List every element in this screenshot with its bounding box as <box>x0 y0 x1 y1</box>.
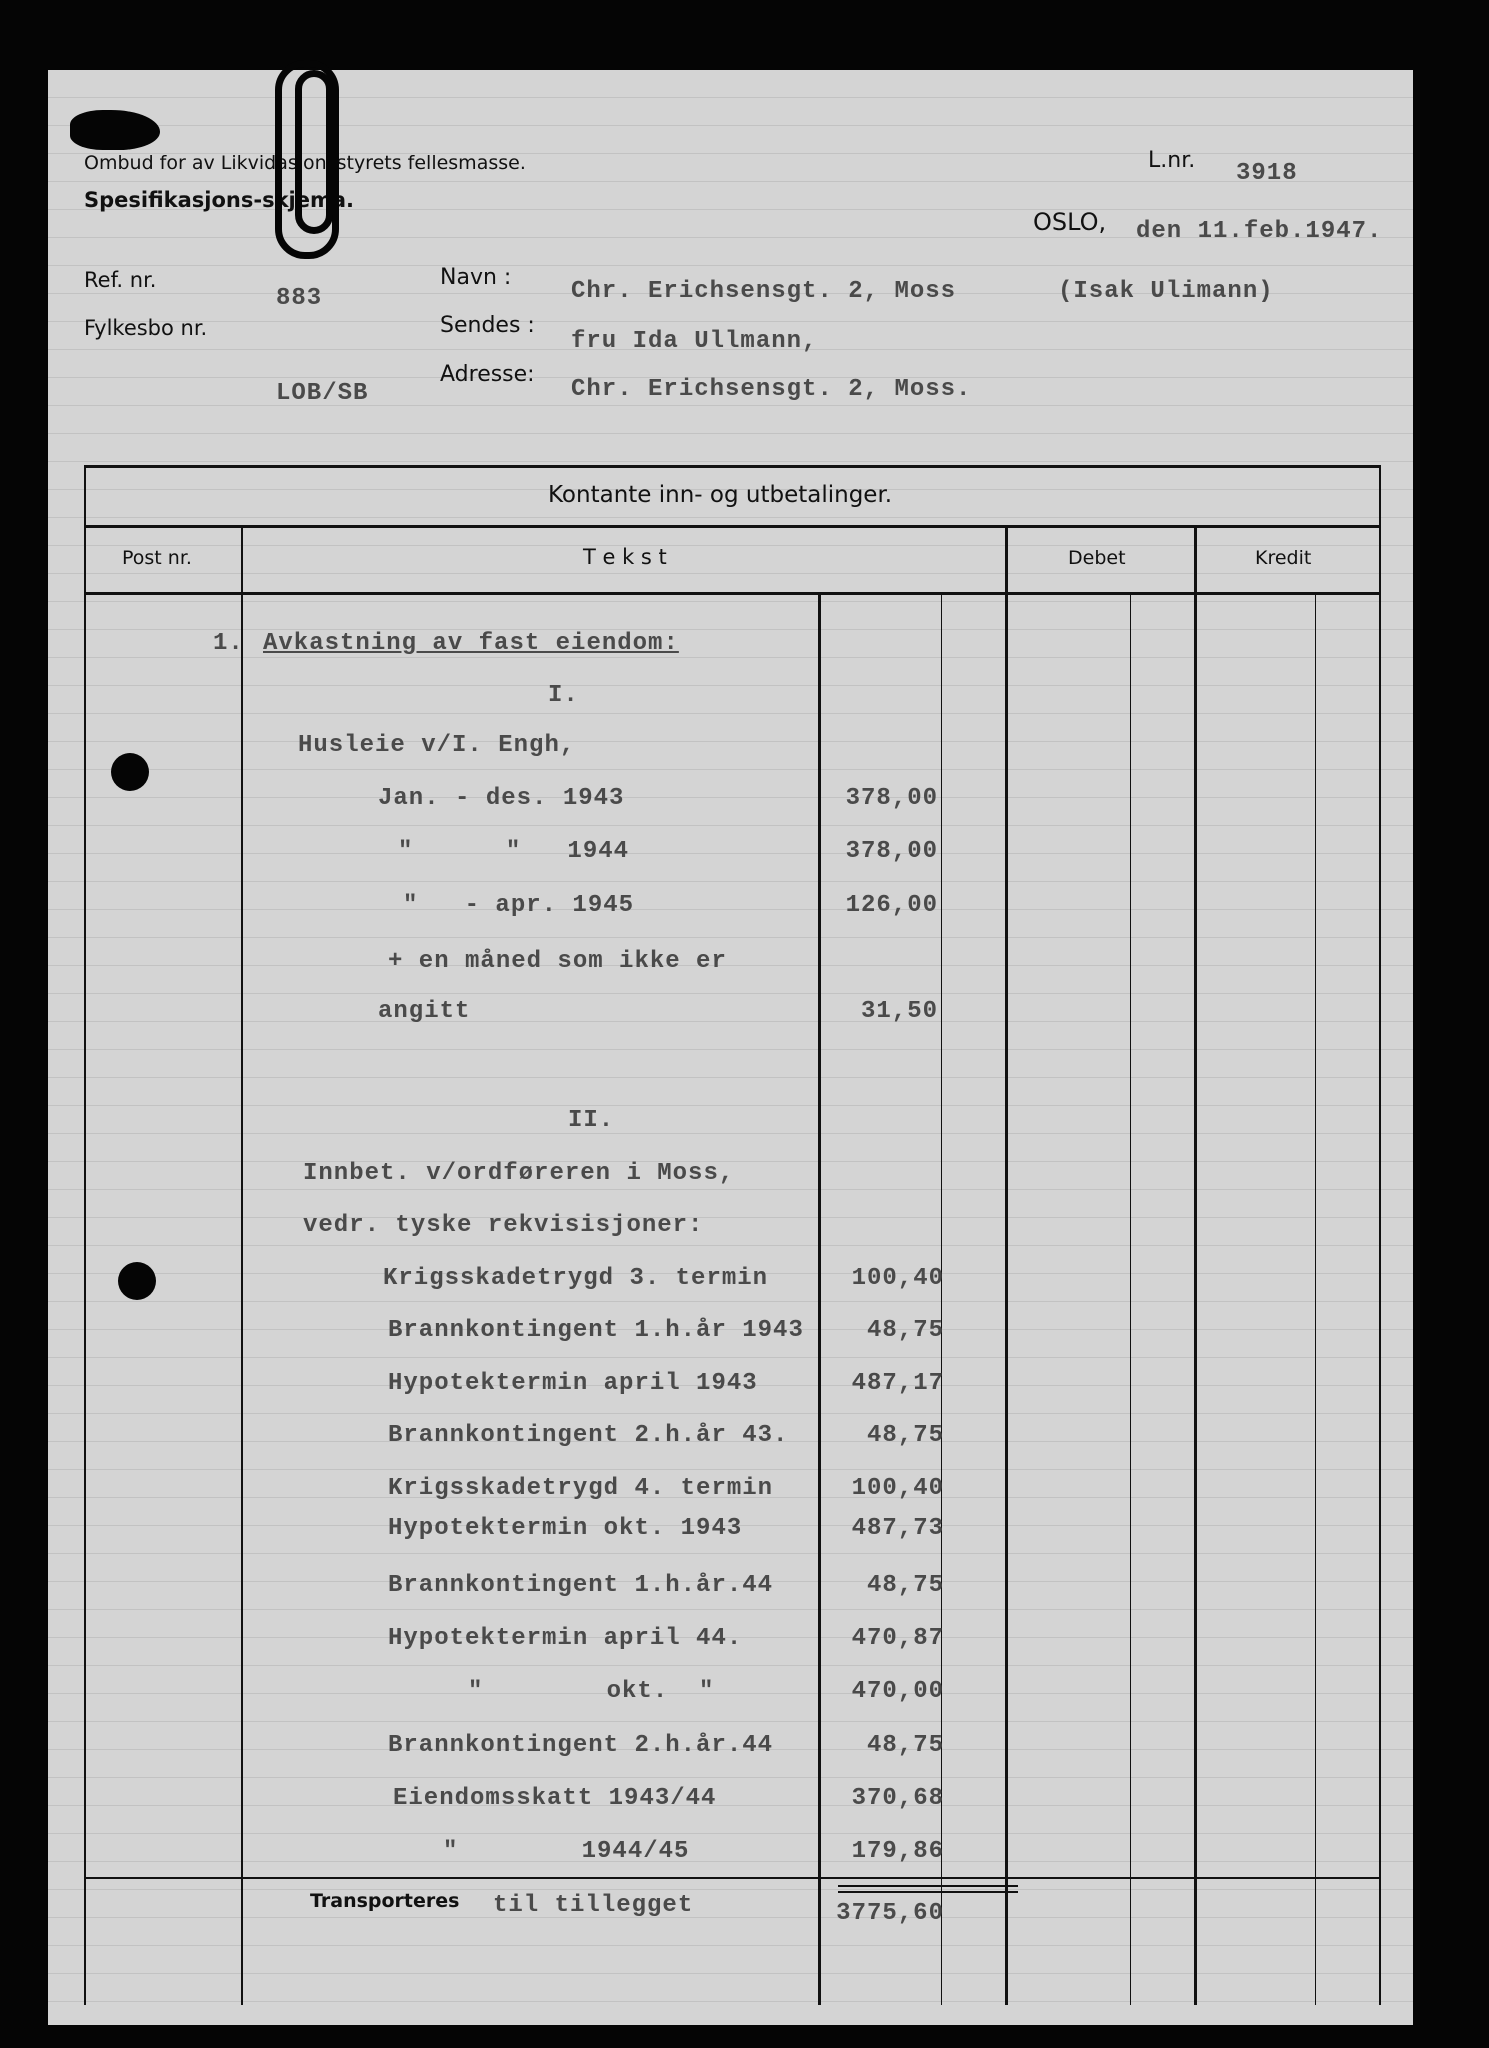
sendes-label: Sendes : <box>440 313 535 338</box>
row-text: Husleie v/I. Engh, <box>298 732 576 759</box>
row-text: Hypotektermin april 44. <box>388 1625 743 1652</box>
date-value: den 11.feb.1947. <box>1136 218 1383 245</box>
adresse-value: Chr. Erichsensgt. 2, Moss. <box>571 376 972 403</box>
org-line: Ombud for av Likvidasjonsstyrets fellesmasse. <box>84 152 526 174</box>
transport-rule <box>84 1877 1381 1879</box>
col-sep-kredit-ore <box>1315 592 1316 2005</box>
row-text: Brannkontingent 2.h.år 43. <box>388 1422 789 1449</box>
post-number: 1. <box>213 630 244 657</box>
paper-clip <box>295 70 333 234</box>
row-amount: 100,40 <box>851 1265 944 1292</box>
col-tekst: T e k s t <box>583 545 667 569</box>
lnr-label: L.nr. <box>1148 148 1196 173</box>
row-amount: 48,75 <box>866 1422 944 1449</box>
transport-text: til tillegget <box>493 1892 694 1919</box>
navn-extra: (Isak Ulimann) <box>1058 278 1274 305</box>
col-sep-debet <box>1005 525 1008 2005</box>
form-title: Spesifikasjons-skjema. <box>84 188 355 212</box>
document-page <box>48 70 1413 2025</box>
punch-hole <box>111 753 149 791</box>
fylkesbo-label: Fylkesbo nr. <box>84 316 208 340</box>
row-amount: 179,86 <box>851 1838 944 1865</box>
sum-rule-1 <box>838 1885 1018 1887</box>
row-amount: 48,75 <box>866 1572 944 1599</box>
col-post: Post nr. <box>122 547 192 569</box>
ink-blot <box>70 110 160 150</box>
row-text: Hypotektermin okt. 1943 <box>388 1515 743 1542</box>
sub-heading-1: I. <box>548 682 579 709</box>
navn-value: Chr. Erichsensgt. 2, Moss <box>571 278 957 305</box>
city-label: OSLO, <box>1033 208 1107 236</box>
title-rule <box>84 525 1381 528</box>
col-sep-debet-ore <box>1130 592 1131 2005</box>
row-text: Jan. - des. 1943 <box>378 785 625 812</box>
row-text: Hypotektermin april 1943 <box>388 1370 758 1397</box>
row-text: Innbet. v/ordføreren i Moss, <box>303 1160 735 1187</box>
table-left-border <box>84 465 86 2005</box>
row-text: " - apr. 1945 <box>403 892 635 919</box>
initials: LOB/SB <box>276 380 369 407</box>
row-amount: 31,50 <box>860 998 938 1025</box>
ref-label: Ref. nr. <box>84 268 157 292</box>
col-kredit: Kredit <box>1255 547 1312 569</box>
row-amount: 370,68 <box>851 1785 944 1812</box>
sum-rule-2 <box>838 1891 1018 1893</box>
row-amount: 487,73 <box>851 1515 944 1542</box>
row-text: Eiendomsskatt 1943/44 <box>393 1785 717 1812</box>
col-debet: Debet <box>1068 547 1126 569</box>
table-title: Kontante inn- og utbetalinger. <box>548 482 893 508</box>
punch-hole <box>118 1262 156 1300</box>
row-amount: 126,00 <box>845 892 938 919</box>
row-amount: 100,40 <box>851 1475 944 1502</box>
row-text: Krigsskadetrygd 3. termin <box>383 1265 769 1292</box>
row-text: angitt <box>378 998 471 1025</box>
row-amount: 48,75 <box>866 1317 944 1344</box>
col-sep-post <box>241 525 243 2005</box>
sendes-value: fru Ida Ullmann, <box>571 328 818 355</box>
row-amount: 470,87 <box>851 1625 944 1652</box>
table-top-border <box>84 465 1381 468</box>
transport-total: 3775,60 <box>836 1900 944 1927</box>
sub-heading-2: II. <box>568 1107 615 1134</box>
row-amount: 470,00 <box>851 1678 944 1705</box>
row-text: + en måned som ikke er <box>388 948 727 975</box>
row-text: " 1944/45 <box>443 1838 690 1865</box>
adresse-label: Adresse: <box>440 362 535 387</box>
navn-label: Navn : <box>440 265 512 290</box>
row-text: " okt. " <box>468 1678 715 1705</box>
row-amount: 48,75 <box>866 1732 944 1759</box>
row-text: " " 1944 <box>398 838 630 865</box>
header-rule <box>84 592 1381 595</box>
lnr-value: 3918 <box>1236 160 1298 187</box>
table-right-border <box>1379 465 1381 2005</box>
col-sep-kredit <box>1194 525 1197 2005</box>
row-text: Krigsskadetrygd 4. termin <box>388 1475 774 1502</box>
row-text: Brannkontingent 1.h.år 1943 <box>388 1317 804 1344</box>
row-text: Brannkontingent 2.h.år.44 <box>388 1732 774 1759</box>
row-text: Brannkontingent 1.h.år.44 <box>388 1572 774 1599</box>
row-amount: 378,00 <box>845 838 938 865</box>
row-amount: 378,00 <box>845 785 938 812</box>
row-text: vedr. tyske rekvisisjoner: <box>303 1212 704 1239</box>
row-amount: 487,17 <box>851 1370 944 1397</box>
section-heading: Avkastning av fast eiendom: <box>263 630 679 657</box>
transport-label: Transporteres <box>310 1890 460 1912</box>
ref-value: 883 <box>276 285 323 312</box>
